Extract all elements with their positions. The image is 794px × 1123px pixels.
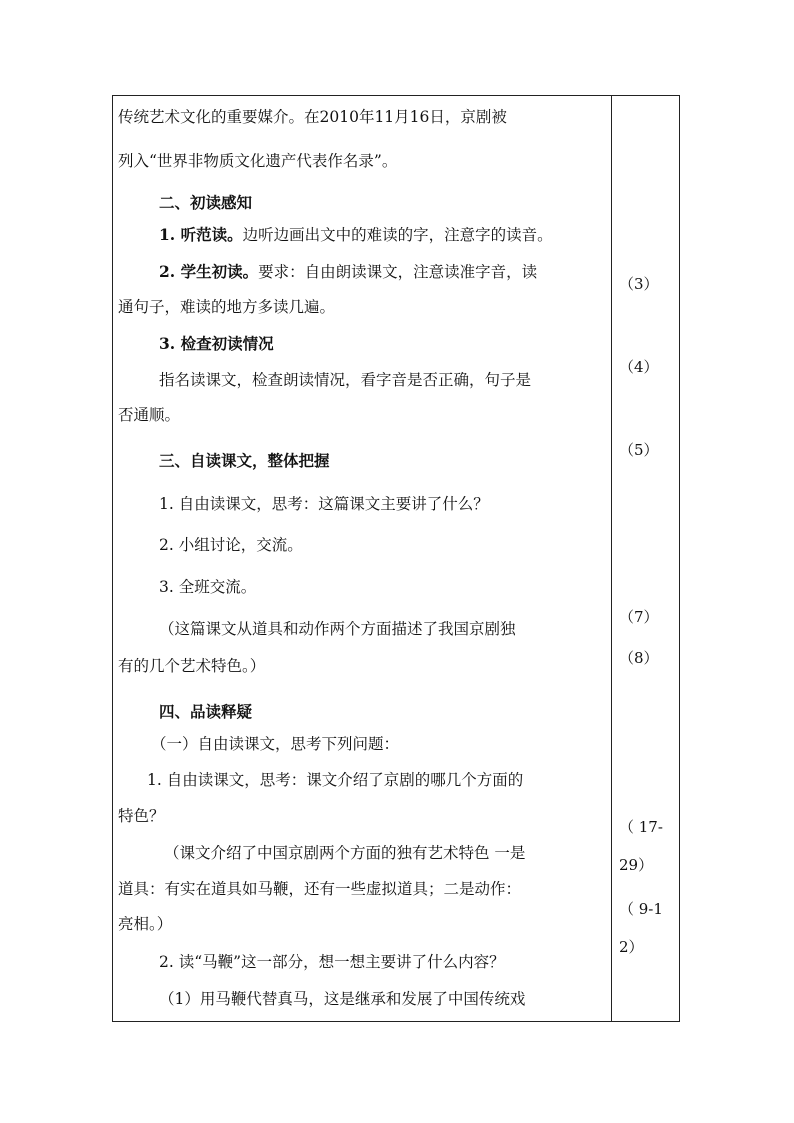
side-note-17-29-b: 29） xyxy=(619,856,654,874)
step-listen xyxy=(159,225,553,245)
side-note-8: （8） xyxy=(619,649,659,667)
step-first-read xyxy=(159,262,537,282)
section-4-heading: 四、品读释疑 xyxy=(159,702,253,721)
s3-line-5: 有的几个艺术特色。） xyxy=(118,657,266,675)
s4-line-1: （一）自由读课文，思考下列问题： xyxy=(151,735,400,753)
side-note-4: （4） xyxy=(619,358,659,376)
s4-line-4: （课文介绍了中国京剧两个方面的独有艺术特色 一是 xyxy=(164,844,526,862)
step-listen-label: 1. 听范读。 xyxy=(159,225,243,244)
step-check-line-1: 指名读课文，检查朗读情况，看字音是否正确，句子是 xyxy=(159,371,532,389)
step-listen-text: 边听边画出文中的难读的字，注意字的读音。 xyxy=(242,226,553,244)
side-note-3: （3） xyxy=(619,275,659,293)
side-note-9-12-a: （ 9-1 xyxy=(619,900,663,918)
s3-line-4: （这篇课文从道具和动作两个方面描述了我国京剧独 xyxy=(159,620,516,638)
side-note-17-29-a: （ 17- xyxy=(619,818,663,836)
step-first-read-cont: 通句子，难读的地方多读几遍。 xyxy=(118,298,336,316)
s4-line-5: 道具：有实在道具如马鞭，还有一些虚拟道具；二是动作： xyxy=(118,880,522,898)
step-first-read-label: 2. 学生初读。 xyxy=(159,262,259,281)
step-check-label: 3. 检查初读情况 xyxy=(159,334,274,353)
s4-line-2: 1. 自由读课文，思考：课文介绍了京剧的哪几个方面的 xyxy=(147,771,524,789)
column-divider xyxy=(611,95,612,1022)
section-3-heading: 三、自读课文，整体把握 xyxy=(159,451,330,470)
side-note-7: （7） xyxy=(619,608,659,626)
step-check-line-2: 否通顺。 xyxy=(118,406,181,424)
s3-line-2: 2. 小组讨论，交流。 xyxy=(159,536,303,554)
intro-line-1: 传统艺术文化的重要媒介。在2010年11月16日，京剧被 xyxy=(118,108,507,126)
side-note-5: （5） xyxy=(619,441,659,459)
s4-line-8: （1）用马鞭代替真马，这是继承和发展了中国传统戏 xyxy=(159,990,526,1008)
s4-line-7: 2. 读“马鞭”这一部分，想一想主要讲了什么内容？ xyxy=(159,953,505,971)
intro-line-2: 列入“世界非物质文化遗产代表作名录”。 xyxy=(118,152,398,170)
s3-line-3: 3. 全班交流。 xyxy=(159,578,257,596)
s3-line-1: 1. 自由读课文，思考：这篇课文主要讲了什么？ xyxy=(159,495,489,513)
s4-line-6: 亮相。） xyxy=(118,915,173,933)
side-note-9-12-b: 2） xyxy=(619,938,644,956)
step-first-read-text: 要求：自由朗读课文，注意读准字音，读 xyxy=(258,263,538,281)
s4-line-3: 特色？ xyxy=(118,807,165,825)
section-2-heading: 二、初读感知 xyxy=(159,193,253,212)
